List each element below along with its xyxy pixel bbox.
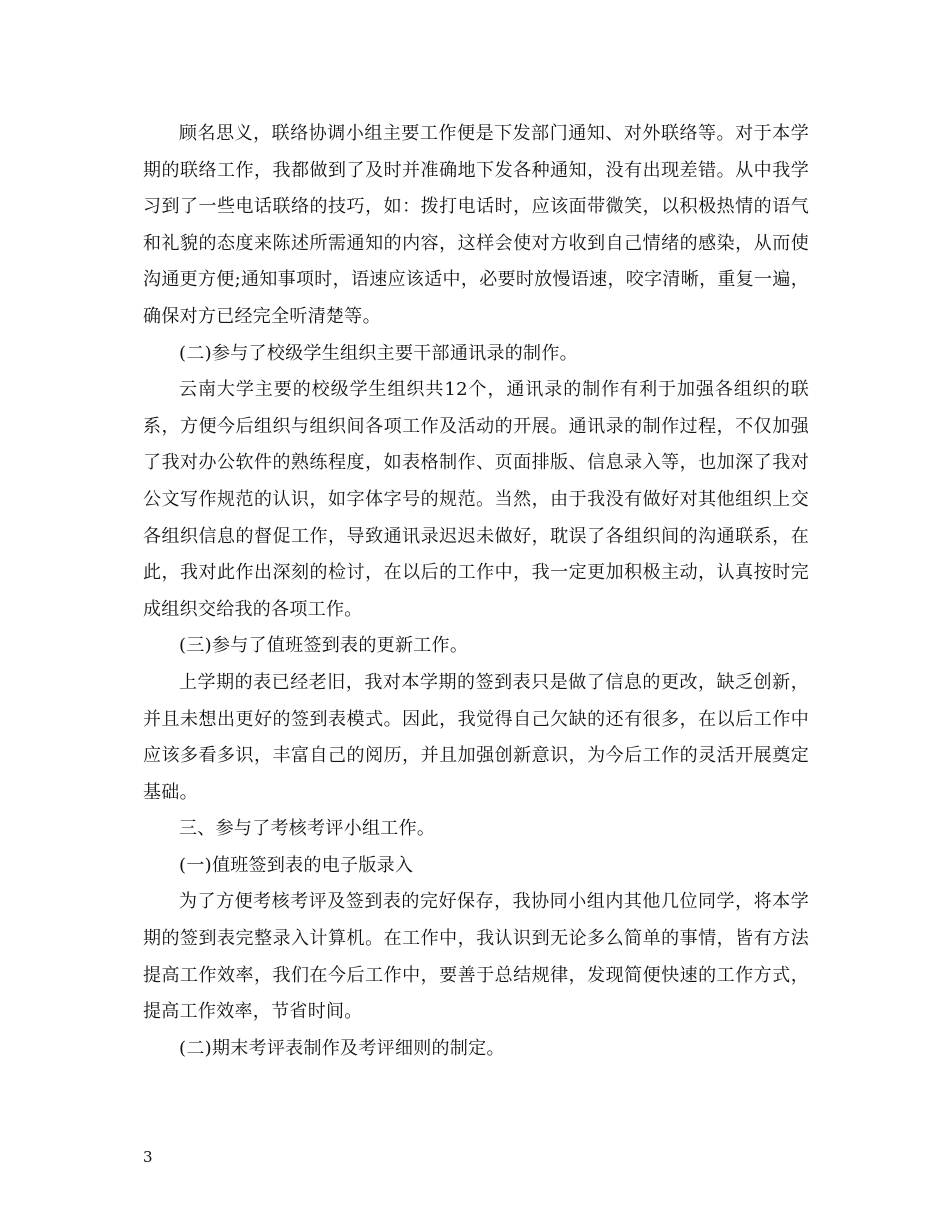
paragraph-duty-signin-update: 上学期的表已经老旧，我对本学期的签到表只是做了信息的更改，缺乏创新，并且未想出更好的签到表模式。因此，我觉得自己欠缺的还有很多，在以后工作中应该多看多识，丰富自己的阅历，并且加强创新意识，为今后工作的灵活开展奠定基础。 (143, 671, 809, 803)
paragraph-contact-directory: 云南大学主要的校级学生组织共12个，通讯录的制作有利于加强各组织的联系，方便今后组织与组织间各项工作及活动的开展。通讯录的制作过程，不仅加强了我对办公软件的熟练程度，如表格制作、页面排版、信息录入等，也加深了我对公文写作规范的认识，如字体字号的规范。当然，由于我没有做好对其他组织上交各组织信息的督促工作，导致通讯录迟迟未做好，耽误了各组织间的沟通联系，在此，我对此作出深刻的检讨，在以后的工作中，我一定更加积极主动，认真按时完成组织交给我的各项工作。 (143, 379, 809, 620)
heading-final-evaluation: (二)期末考评表制作及考评细则的制定。 (179, 1037, 505, 1059)
paragraph-electronic-entry: 为了方便考核考评及签到表的完好保存，我协同小组内其他几位同学，将本学期的签到表完整录入计算机。在工作中，我认识到无论多么简单的事情，皆有方法提高工作效率，我们在今后工作中，要善于总结规律，发现简便快速的工作方式，提高工作效率，节省时间。 (143, 891, 809, 1023)
paragraph-liaison-work: 顾名思义，联络协调小组主要工作便是下发部门通知、对外联络等。对于本学期的联络工作，我都做到了及时并准确地下发各种通知，没有出现差错。从中我学习到了一些电话联络的技巧，如：拨打电话时，应该面带微笑，以积极热情的语气和礼貌的态度来陈述所需通知的内容，这样会使对方收到自己情绪的感染，从而使沟通更方便;通知事项时，语速应该适中，必要时放慢语速，咬字清晰，重复一遍，确保对方已经完全听清楚等。 (143, 123, 809, 327)
heading-assessment-group: 三、参与了考核考评小组工作。 (179, 818, 436, 840)
heading-duty-signin-update: (三)参与了值班签到表的更新工作。 (179, 635, 469, 657)
heading-electronic-entry: (一)值班签到表的电子版录入 (179, 854, 414, 876)
page-number: 3 (143, 1148, 153, 1166)
heading-contact-directory: (二)参与了校级学生组织主要干部通讯录的制作。 (179, 342, 578, 364)
document-body (143, 116, 809, 1067)
